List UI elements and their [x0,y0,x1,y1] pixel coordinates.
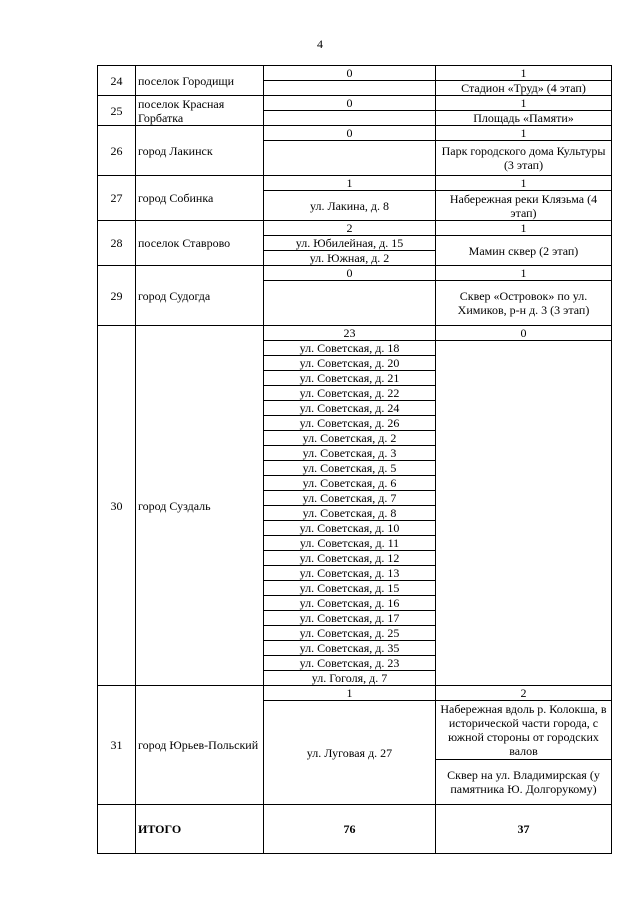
yard-address [264,111,436,126]
row-number: 30 [98,326,136,686]
public-space-name: Мамин сквер (2 этап) [436,236,612,266]
yard-address: ул. Советская, д. 35 [264,641,436,656]
row-number: 25 [98,96,136,126]
public-spaces-count: 1 [436,176,612,191]
yard-address: ул. Советская, д. 24 [264,401,436,416]
settlement-name: город Лакинск [136,126,264,176]
yard-address: ул. Советская, д. 3 [264,446,436,461]
public-space-name: Набережная вдоль р. Колокша, в исторической части города, с южной стороны от городских валов [436,701,612,760]
yard-address: ул. Советская, д. 6 [264,476,436,491]
public-spaces-count: 1 [436,66,612,81]
settlement-row [98,686,612,701]
total-empty-cell [98,805,136,854]
yard-address: ул. Советская, д. 10 [264,521,436,536]
public-spaces-count: 1 [436,221,612,236]
public-space-name: Набережная реки Клязьма (4 этап) [436,191,612,221]
public-spaces-count: 2 [436,686,612,701]
page-number: 4 [317,37,323,51]
row-number: 26 [98,126,136,176]
public-spaces-count: 0 [436,326,612,341]
yard-address: ул. Советская, д. 8 [264,506,436,521]
settlement-row [98,221,612,236]
row-number: 31 [98,686,136,805]
yard-address [264,81,436,96]
settlement-row [98,96,612,111]
yards-count: 0 [264,66,436,81]
public-space-name: Сквер «Островок» по ул. Химиков, р-н д. 3 (3 этап) [436,281,612,326]
public-space-name: Площадь «Памяти» [436,111,612,126]
settlement-name: поселок Красная Горбатка [136,96,264,126]
public-space-name: Стадион «Труд» (4 этап) [436,81,612,96]
settlement-name: город Суздаль [136,326,264,686]
settlement-row [98,176,612,191]
yard-address: ул. Советская, д. 17 [264,611,436,626]
yard-address: ул. Советская, д. 23 [264,656,436,671]
public-spaces-count: 1 [436,126,612,141]
yard-address: ул. Юбилейная, д. 15 [264,236,436,251]
public-space-name: Парк городского дома Культуры (3 этап) [436,141,612,176]
settlement-row [98,326,612,341]
total-yards: 76 [264,805,436,854]
yard-address: ул. Советская, д. 20 [264,356,436,371]
row-number: 27 [98,176,136,221]
public-spaces-count: 1 [436,96,612,111]
settlement-row [98,126,612,141]
public-spaces-count: 1 [436,266,612,281]
settlement-row [98,66,612,81]
yard-address: ул. Советская, д. 15 [264,581,436,596]
yard-address: ул. Советская, д. 2 [264,431,436,446]
row-number: 24 [98,66,136,96]
row-number: 29 [98,266,136,326]
yards-count: 1 [264,176,436,191]
yards-count: 23 [264,326,436,341]
total-label: ИТОГО [136,805,264,854]
yard-address: ул. Южная, д. 2 [264,251,436,266]
yards-count: 1 [264,686,436,701]
yard-address: ул. Советская, д. 16 [264,596,436,611]
settlement-row [98,266,612,281]
yard-address: ул. Советская, д. 26 [264,416,436,431]
yard-address: ул. Советская, д. 21 [264,371,436,386]
yards-count: 2 [264,221,436,236]
total-row [98,805,612,854]
yard-address: ул. Советская, д. 7 [264,491,436,506]
yard-address [264,281,436,326]
total-public-spaces: 37 [436,805,612,854]
yards-count: 0 [264,126,436,141]
settlement-name: город Юрьев-Польский [136,686,264,805]
yard-address: ул. Гоголя, д. 7 [264,671,436,686]
settlement-name: город Собинка [136,176,264,221]
settlement-name: поселок Ставрово [136,221,264,266]
yard-address: ул. Советская, д. 5 [264,461,436,476]
settlement-name: поселок Городищи [136,66,264,96]
row-number: 28 [98,221,136,266]
yard-address: ул. Советская, д. 12 [264,551,436,566]
settlement-name: город Судогда [136,266,264,326]
public-space-name [436,341,612,686]
yard-address: ул. Советская, д. 13 [264,566,436,581]
improvement-objects-table [97,65,612,854]
public-space-name: Сквер на ул. Владимирская (у памятника Ю. Долгорукому) [436,760,612,805]
yard-address: ул. Советская, д. 22 [264,386,436,401]
yards-count: 0 [264,266,436,281]
yard-address: ул. Советская, д. 18 [264,341,436,356]
yards-count: 0 [264,96,436,111]
yard-address [264,141,436,176]
yard-address: ул. Лакина, д. 8 [264,191,436,221]
yard-address: ул. Советская, д. 25 [264,626,436,641]
yard-address: ул. Советская, д. 11 [264,536,436,551]
yard-address: ул. Луговая д. 27 [264,701,436,805]
